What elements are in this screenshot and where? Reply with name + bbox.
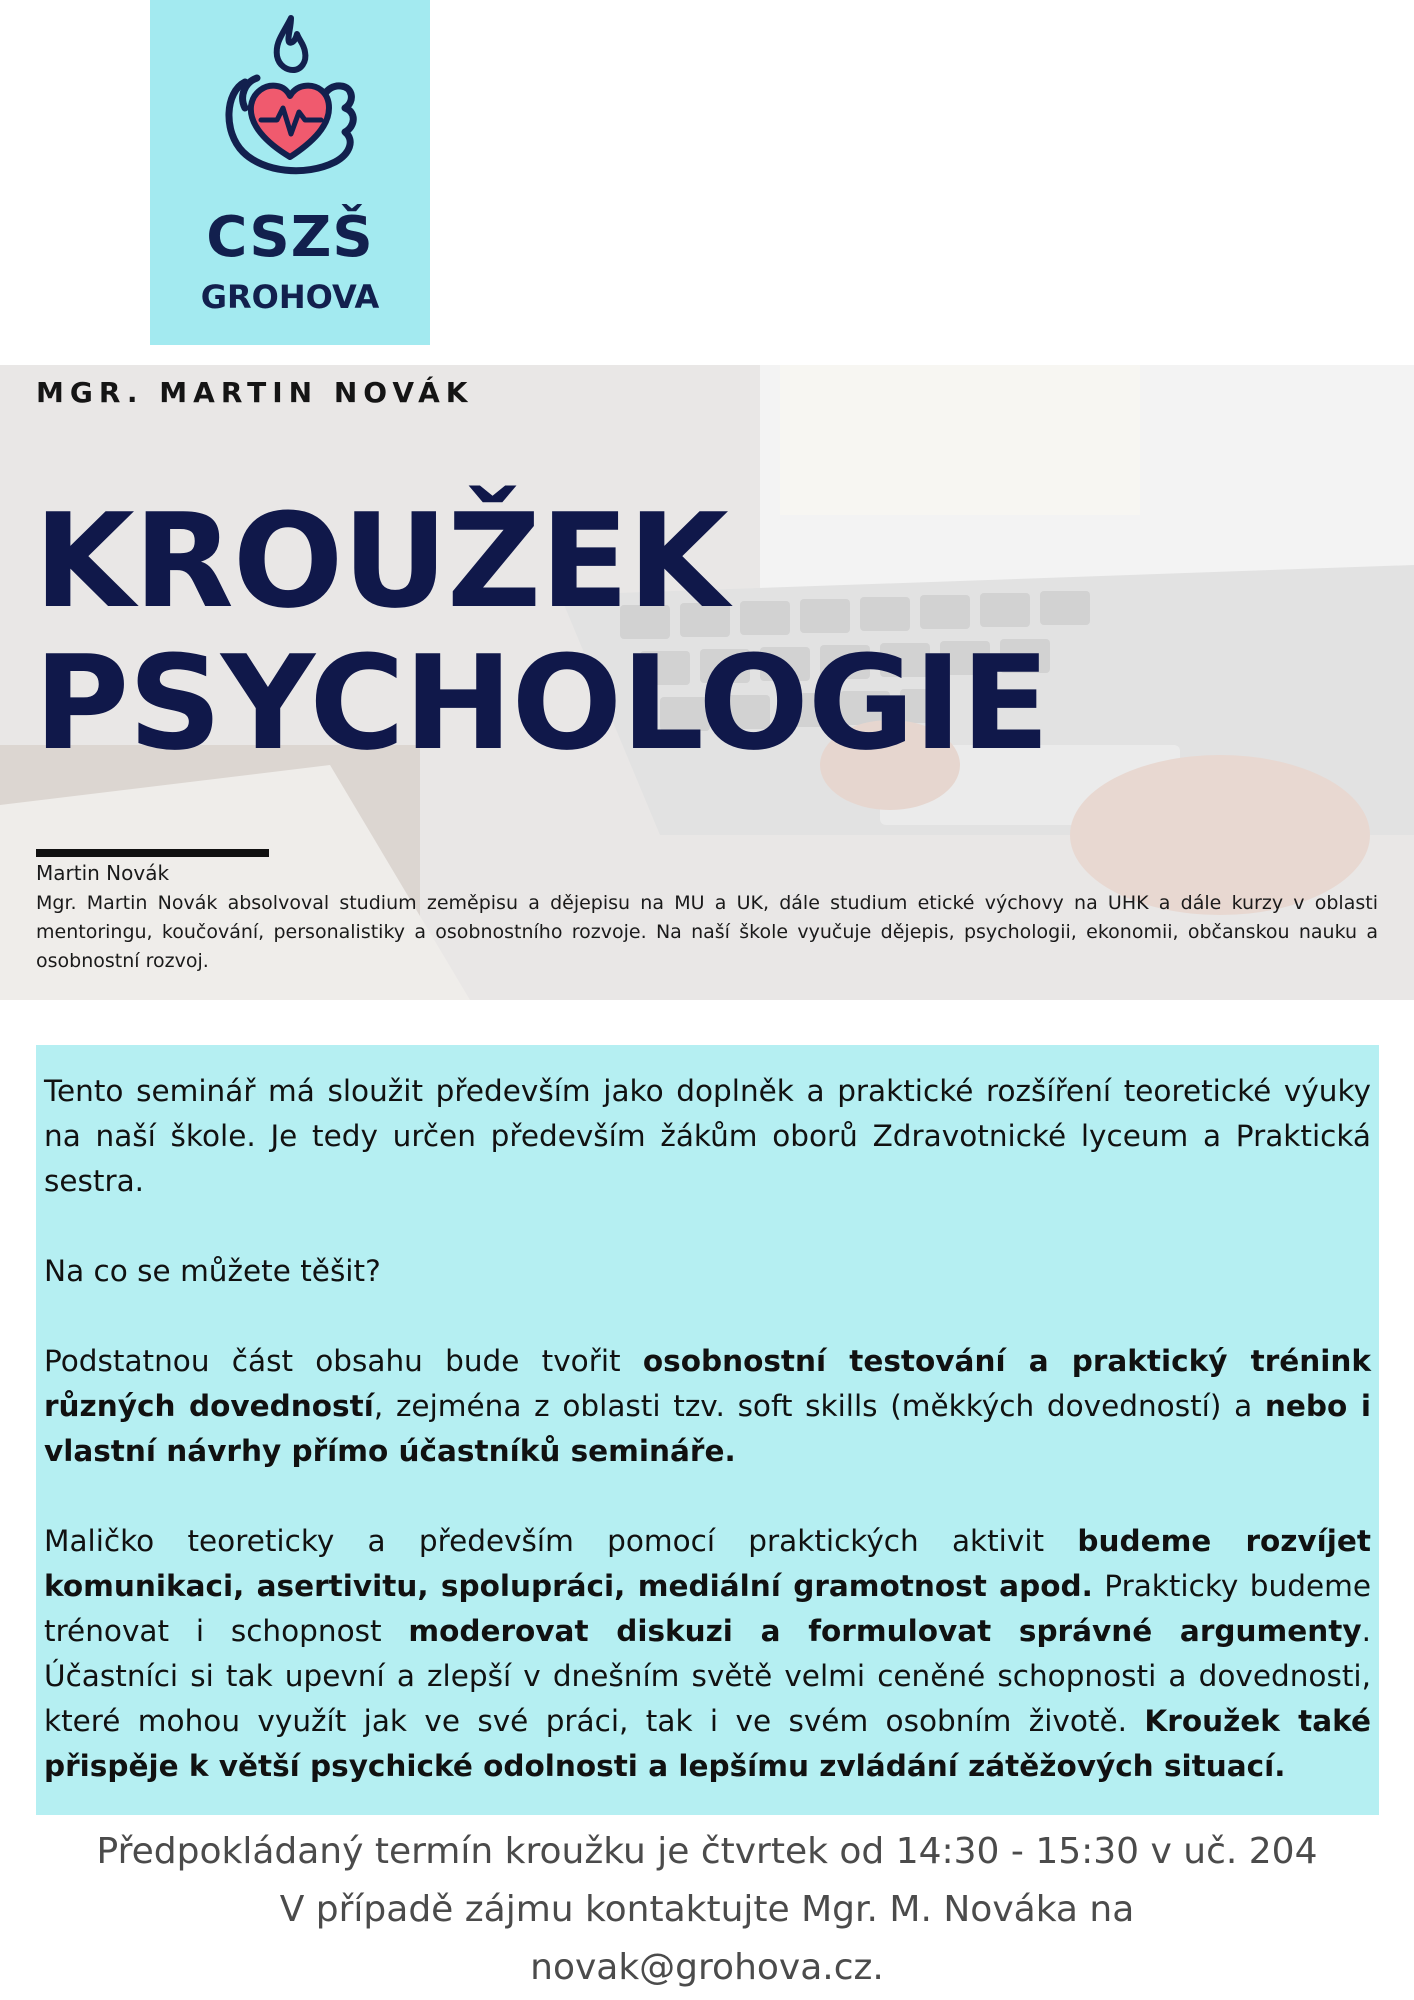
bold-run: osobnostní testování a praktický trénink různých dovedností	[44, 1344, 1372, 1423]
schedule-line: Předpokládaný termín kroužku je čtvrtek od 14:30 - 15:30 v uč. 204	[96, 1831, 1318, 1872]
seminar-description-box	[36, 1045, 1379, 1815]
bold-run: Kroužek také přispěje k větší psychické odolnosti a lepšímu zvládání zátěžových situací.	[44, 1704, 1371, 1783]
text-run: , zejména z oblasti tzv. soft skills (měkkých dovedností) a	[373, 1389, 1265, 1423]
question-heading: Na co se můžete těšit?	[44, 1254, 381, 1288]
page-title	[34, 485, 1049, 779]
logo-text-primary: CSZŠ	[206, 205, 374, 270]
content-paragraph	[44, 1339, 1371, 1474]
bio-text: Mgr. Martin Novák absolvoval studium zeměpisu a dějepisu na MU a UK, dále studium etické výchovy na UHK a dále kurzy v oblasti mentoringu, koučování, personalistiky a osobnostního rozvoje. Na naší škole vyučuje dějepis, psychologii, ekonomii, občanskou nauku a osobnostní rozvoj.	[36, 892, 1378, 972]
divider-rule	[36, 849, 269, 857]
flame-icon	[277, 18, 306, 70]
teacher-name-heading: MGR. MARTIN NOVÁK	[36, 376, 474, 409]
text-run: Podstatnou část obsahu bude tvořit	[44, 1344, 643, 1378]
school-logo	[150, 0, 430, 345]
bold-run: moderovat diskuzi a formulovat správné argumenty	[408, 1614, 1362, 1648]
text-run: . Účastníci si tak upevní a zlepší v dnešním světě velmi ceněné schopnosti a dovednosti, které mohou využít jak ve své práci, tak i ve svém osobním životě.	[44, 1614, 1371, 1738]
hero-banner	[0, 365, 1414, 1000]
intro-paragraph: Tento seminář má sloužit především jako doplněk a praktické rozšíření teoretické výuky na naší škole. Je tedy určen především žákům oborů Zdravotnické lyceum a Praktická sestra.	[44, 1074, 1371, 1198]
title-line-1: KROUŽEK	[34, 485, 728, 637]
bio-name: Martin Novák	[36, 861, 170, 885]
bold-run: budeme rozvíjet komunikaci, asertivitu, spolupráci, mediální gramotnost apod.	[44, 1524, 1371, 1603]
text-run: Prakticky budeme trénovat i schopnost	[44, 1569, 1371, 1648]
contact-footer	[0, 1823, 1414, 1997]
email-address[interactable]: novak@grohova.cz.	[530, 1947, 884, 1988]
logo-emblem	[205, 12, 375, 202]
text-run: Maličko teoreticky a především pomocí praktických aktivit	[44, 1524, 1078, 1558]
skills-paragraph	[44, 1519, 1371, 1789]
logo-text-secondary: GROHOVA	[200, 278, 380, 316]
bold-run: nebo i vlastní návrhy přímo účastníků semináře.	[44, 1389, 1371, 1468]
contact-line: V případě zájmu kontaktujte Mgr. M. Nováka na	[279, 1889, 1135, 1930]
title-line-2: PSYCHOLOGIE	[34, 627, 1049, 779]
